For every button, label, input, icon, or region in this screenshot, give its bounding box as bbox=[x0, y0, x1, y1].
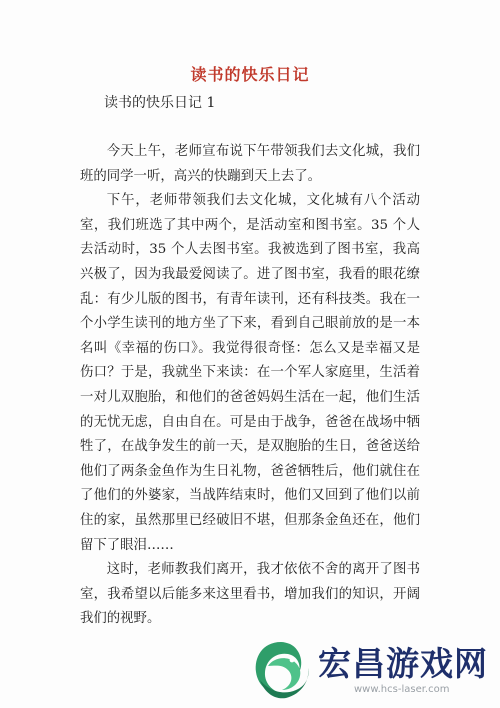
document-subtitle: 读书的快乐日记 1 bbox=[104, 95, 216, 111]
document-body bbox=[80, 140, 420, 632]
paragraph: 今天上午，老师宣布说下午带领我们去文化城，我们班的同学一听，高兴的快蹦到天上去了。 bbox=[80, 144, 420, 184]
watermark-site-name: 宏昌游戏网 bbox=[318, 644, 488, 683]
dragon-swirl-logo-icon bbox=[248, 636, 314, 702]
site-watermark bbox=[248, 632, 500, 708]
document-title: 读书的快乐日记 bbox=[190, 65, 310, 84]
watermark-url: www.hcs-laser.com bbox=[354, 684, 450, 695]
paragraph: 下午，老师带领我们去文化城，文化城有八个活动室，我们班选了其中两个，是活动室和图书室。35 个人去活动时，35 个人去图书室。我被选到了图书室，我高兴极了，因为我最爱阅读了。进了图书室，我看的眼花缭乱：有少儿版的图书，有青年读刊，还有科技类。我在一个小学生读刊的地方坐了下来，看到自己眼前放的是一本名叫《幸福的伤口》。我觉得很奇怪：怎么又是幸福又是伤口？于是，我就坐下来读：在一个军人家庭里，生活着一对儿双胞胎，和他们的爸爸妈妈生活在一起，他们生活的无忧无虑，自由自在。可是由于战争，爸爸在战场中牺牲了，在战争发生的前一天，是双胞胎的生日，爸爸送给他们了两条金鱼作为生日礼物，爸爸牺牲后，他们就住在了他们的外婆家，当战阵结束时，他们又回到了他们以前住的家，虽然那里已经破旧不堪，但那条金鱼还在，他们留下了眼泪…… bbox=[80, 193, 420, 553]
paragraph: 这时，老师教我们离开，我才依依不舍的离开了图书室，我希望以后能多来这里看书，增加我们的知识，开阔我们的视野。 bbox=[80, 562, 420, 627]
